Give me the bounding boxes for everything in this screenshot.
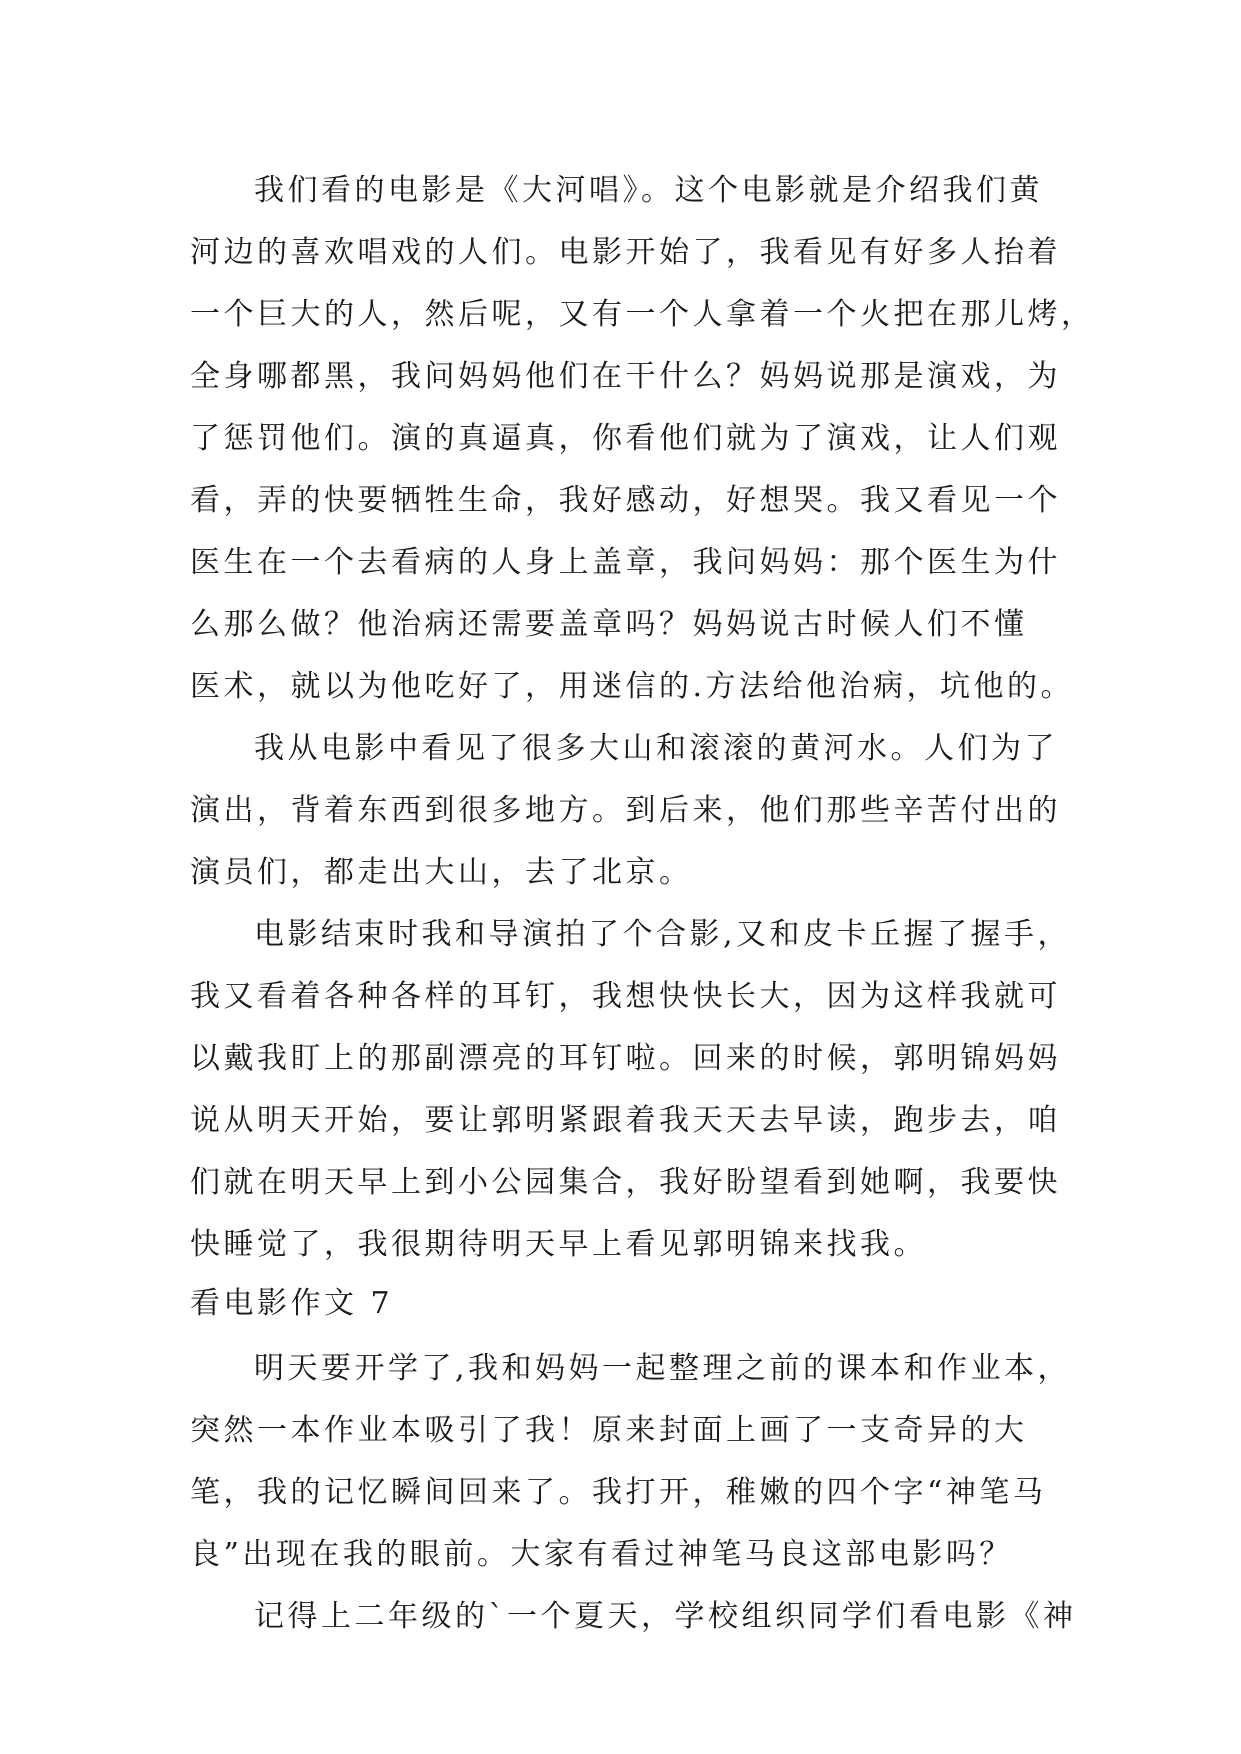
text-line: 全身哪都黑，我问妈妈他们在干什么？妈妈说那是演戏，为	[190, 359, 1061, 394]
text-line: 么那么做？他治病还需要盖章吗？妈妈说古时候人们不懂	[190, 607, 1028, 642]
paragraph-1	[190, 160, 1095, 718]
text-line: 一个巨大的人，然后呢，又有一个人拿着一个火把在那儿烤，	[190, 297, 1095, 332]
document-body	[190, 160, 1095, 1648]
text-line: 医术，就以为他吃好了，用迷信的.方法给他治病，坑他的。	[190, 669, 1075, 704]
paragraph-5	[190, 1586, 1077, 1648]
text-line: 快睡觉了，我很期待明天早上看见郭明锦来找我。	[190, 1227, 927, 1262]
text-line: 良”出现在我的眼前。大家有看过神笔马良这部电影吗？	[190, 1537, 1013, 1572]
text-line: 以戴我盯上的那副漂亮的耳钉啦。回来的时候，郭明锦妈妈	[190, 1041, 1061, 1076]
paragraph-2	[190, 718, 1070, 904]
text-line: 演出，背着东西到很多地方。到后来，他们那些辛苦付出的	[190, 793, 1061, 828]
text-line: 明天要开学了,我和妈妈一起整理之前的课本和作业本，	[254, 1351, 1072, 1386]
text-line: 演员们，都走出大山，去了北京。	[190, 855, 693, 890]
text-line: 河边的喜欢唱戏的人们。电影开始了，我看见有好多人抬着	[190, 235, 1061, 270]
text-line: 说从明天开始，要让郭明紧跟着我天天去早读，跑步去，咱	[190, 1103, 1061, 1138]
text-line: 我们看的电影是《大河唱》。这个电影就是介绍我们黄	[254, 173, 1043, 208]
text-line: 了惩罚他们。演的真逼真，你看他们就为了演戏，让人们观	[190, 421, 1061, 456]
text-line: 电影结束时我和导演拍了个合影,又和皮卡丘握了握手，	[254, 917, 1072, 952]
text-line: 医生在一个去看病的人身上盖章，我问妈妈：那个医生为什	[190, 545, 1061, 580]
text-line: 我又看着各种各样的耳钉，我想快快长大，因为这样我就可	[190, 979, 1061, 1014]
text-line: 们就在明天早上到小公园集合，我好盼望看到她啊，我要快	[190, 1165, 1061, 1200]
section-heading: 看电影作文 7	[190, 1286, 394, 1321]
text-line: 笔，我的记忆瞬间回来了。我打开，稚嫩的四个字“神笔马	[190, 1475, 1047, 1510]
text-line: 记得上二年级的`一个夏天，学校组织同学们看电影《神	[254, 1599, 1077, 1634]
text-line: 突然一本作业本吸引了我！原来封面上画了一支奇异的大	[190, 1413, 1028, 1448]
text-line: 看，弄的快要牺牲生命，我好感动，好想哭。我又看见一个	[190, 483, 1061, 518]
paragraph-3	[190, 904, 1070, 1276]
text-line: 我从电影中看见了很多大山和滚滚的黄河水。人们为了	[254, 731, 1058, 766]
paragraph-4	[190, 1338, 1070, 1586]
